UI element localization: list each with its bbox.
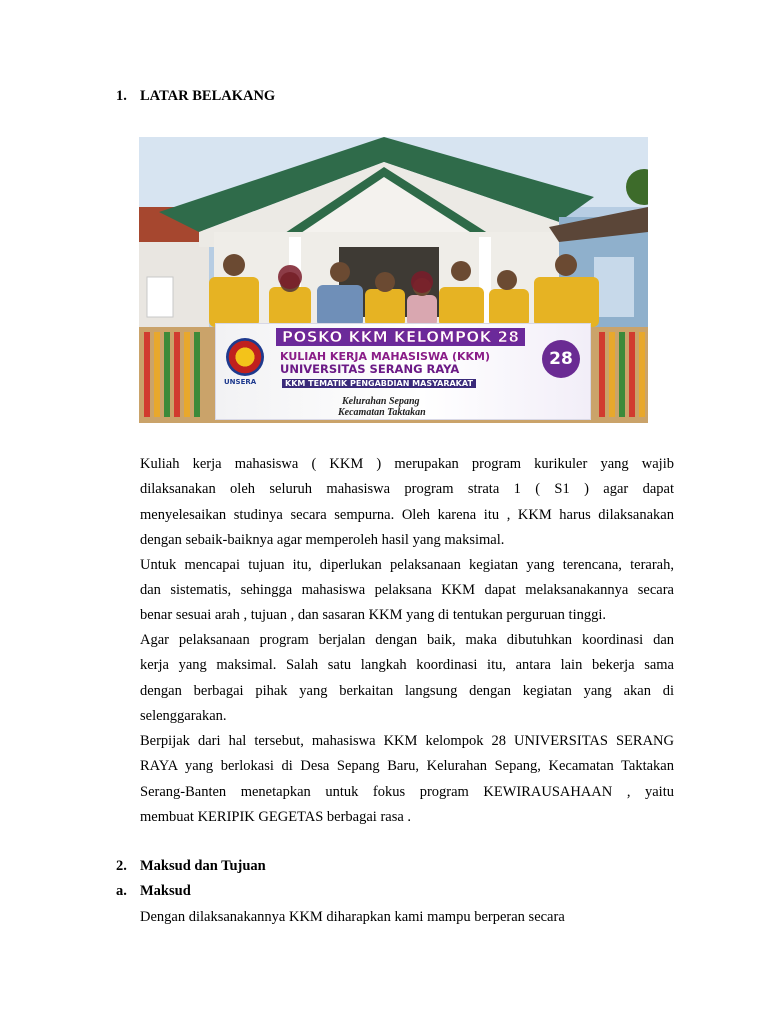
subsection-a-title: Maksud [140,883,191,899]
group-photo [139,137,648,423]
paragraph-line: Agar pelaksanaan program berjalan dengan baik, maka dibutuhkan koordinasi dan [140,632,674,648]
subsection-a-number: a. [116,883,127,899]
unsera-logo-icon [226,338,264,376]
banner-theme: KKM TEMATIK PENGABDIAN MASYARAKAT [282,379,476,388]
paragraph-line: dilaksanakan oleh seluruh mahasiswa program strata 1 ( S1 ) agar dapat [140,481,674,497]
paragraph-line: Dengan dilaksanakannya KKM diharapkan kami mampu berperan secara [140,909,565,925]
paragraph-line: Kuliah kerja mahasiswa ( KKM ) merupakan program kurikuler yang wajib [140,456,674,472]
paragraph-line: benar sesuai arah , tujuan , dan sasaran KKM yang di tentukan perguruan tinggi. [140,607,607,623]
paragraph-line: Berpijak dari hal tersebut, mahasiswa KKM kelompok 28 UNIVERSITAS SERANG [140,733,674,749]
paragraph-line: kerja yang maksimal. Salah satu langkah koordinasi itu, antara lain bekerja sama [140,657,674,673]
paragraph-line: menyelesaikan studinya secara sempurna. Oleh karena itu , KKM harus dilaksanakan [140,507,674,523]
banner-location-kecamatan: Kecamatan Taktakan [338,407,426,418]
banner-university: UNIVERSITAS SERANG RAYA [280,362,460,376]
kkm-banner [215,323,591,420]
section-1-title: LATAR BELAKANG [140,88,276,104]
paragraph-line: RAYA yang berlokasi di Desa Sepang Baru, Kelurahan Sepang, Kecamatan Taktakan [140,758,674,774]
logo-caption: UNSERA [224,378,257,386]
group-number-badge: 28 [542,340,580,378]
paragraph-line: membuat KERIPIK GEGETAS berbagai rasa . [140,809,412,825]
section-1-number: 1. [116,88,127,104]
banner-subtitle: KULIAH KERJA MAHASISWA (KKM) [280,350,491,363]
paragraph-line: dan sistematis, sehingga mahasiswa pelaksana KKM dapat melaksanakannya secara [140,582,674,598]
banner-location-kelurahan: Kelurahan Sepang [342,396,420,407]
paragraph-line: dengan berbagai pihak yang berkaitan langsung dengan kegiatan yang akan di [140,683,674,699]
section-2-title: Maksud dan Tujuan [140,858,266,874]
section-2-number: 2. [116,858,127,874]
paragraph-line: Untuk mencapai tujuan itu, diperlukan pelaksanaan kegiatan yang terencana, terarah, [140,557,674,573]
paragraph-line: Serang-Banten menetapkan untuk fokus program KEWIRAUSAHAAN , yaitu [140,784,674,800]
banner-title: POSKO KKM KELOMPOK 28 [276,328,525,346]
paragraph-line: selenggarakan. [140,708,227,724]
paragraph-line: dengan sebaik-baiknya agar memperoleh hasil yang maksimal. [140,532,505,548]
